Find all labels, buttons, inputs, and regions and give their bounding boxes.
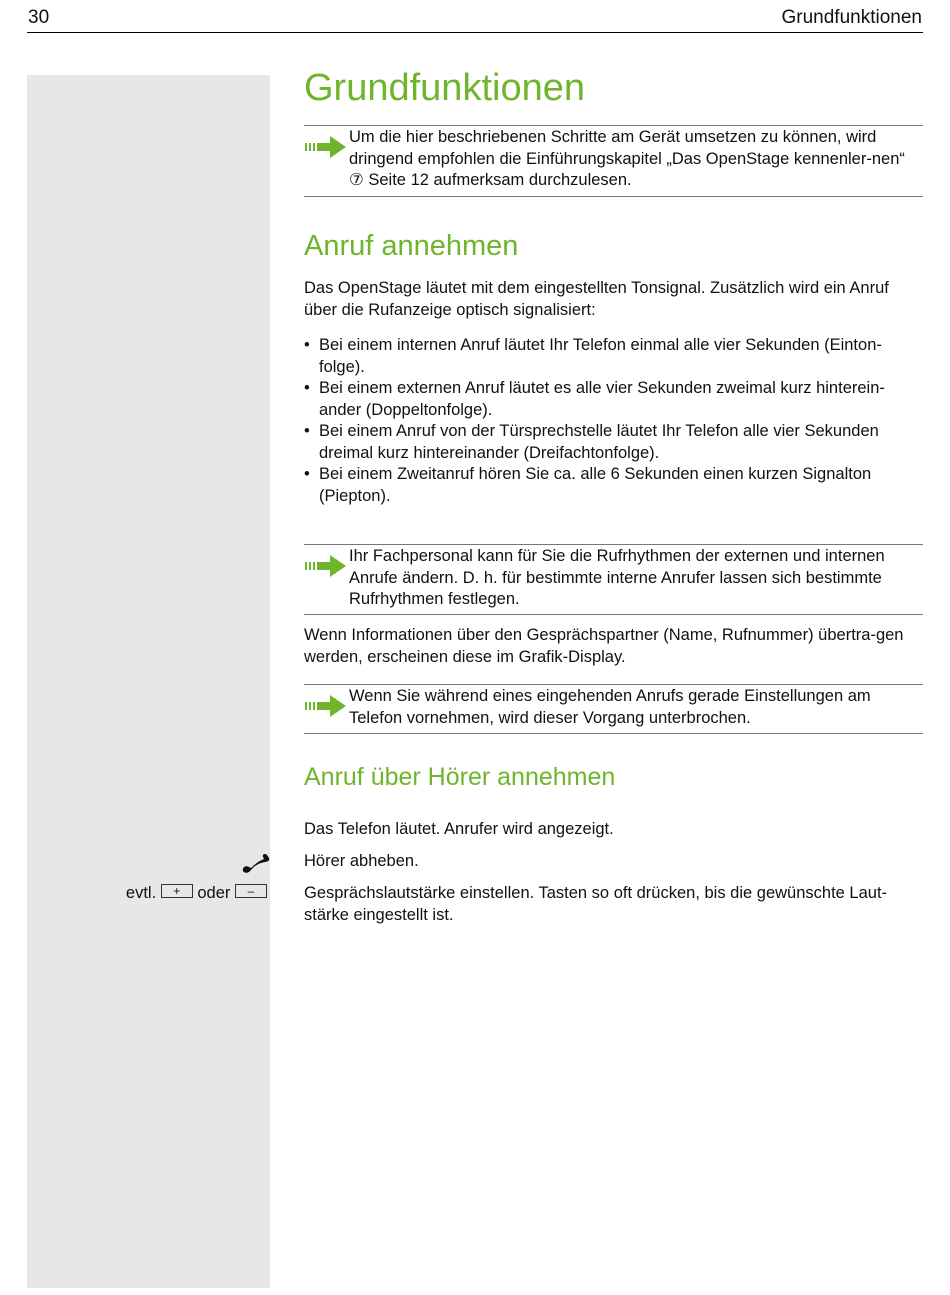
note-settings-interrupt bbox=[304, 684, 923, 734]
plus-key[interactable]: + bbox=[161, 884, 193, 898]
header-rule bbox=[27, 32, 923, 33]
sidebar-column bbox=[27, 75, 270, 1288]
note-settings-interrupt-text: Wenn Sie während eines eingehenden Anrufs gerade Einstellungen am Telefon vornehmen, wird dieser Vorgang unterbrochen. bbox=[349, 687, 871, 727]
list-item: • Bei einem externen Anruf läutet es alle vier Sekunden zweimal kurz hinterein-ander (Doppeltonfolge). bbox=[304, 378, 923, 421]
caller-info-text: Wenn Informationen über den Gesprächspartner (Name, Rufnummer) übertra-gen werden, erscheinen diese im Grafik-Display. bbox=[304, 626, 904, 666]
volume-keys-label bbox=[126, 883, 267, 905]
section-heading-handset: Anruf über Hörer annehmen bbox=[304, 763, 616, 791]
step-ringing-text: Das Telefon läutet. Anrufer wird angezeigt. bbox=[304, 820, 614, 838]
answer-intro: Das OpenStage läutet mit dem eingestellten Tonsignal. Zusätzlich wird ein Anruf über die Rufanzeige optisch signalisiert: bbox=[304, 279, 889, 319]
handset-lift-icon bbox=[240, 852, 270, 874]
note-ring-rhythm-text: Ihr Fachpersonal kann für Sie die Rufrhythmen der externen und internen Anrufe ändern. D. h. für bestimmte interne Anrufer lassen sich bestimmte Rufrhythmen festlegen. bbox=[349, 547, 885, 608]
step-volume-text: Gesprächslautstärke einstellen. Tasten so oft drücken, bis die gewünschte Laut-stärke eingestellt ist. bbox=[304, 884, 888, 924]
page-number: 30 bbox=[28, 7, 50, 28]
list-item: • Bei einem Zweitanruf hören Sie ca. alle 6 Sekunden einen kurzen Signalton (Piepton). bbox=[304, 464, 923, 507]
note-ring-rhythm bbox=[304, 544, 923, 615]
minus-key[interactable]: – bbox=[235, 884, 267, 898]
page-title: Grundfunktionen bbox=[304, 67, 585, 109]
running-title: Grundfunktionen bbox=[781, 7, 922, 28]
note-arrow-icon bbox=[305, 553, 347, 579]
note-intro-text: Um die hier beschriebenen Schritte am Gerät umsetzen zu können, wird dringend empfohlen die Einführungskapitel „Das OpenStage kennenler-nen“ ⑦ Seite 12 aufmerksam durchzulesen. bbox=[349, 128, 905, 189]
volume-prefix: evtl. bbox=[125, 884, 157, 902]
list-item: • Bei einem internen Anruf läutet Ihr Telefon einmal alle vier Sekunden (Einton-folge). bbox=[304, 335, 923, 378]
note-arrow-icon bbox=[305, 693, 347, 719]
list-item: • Bei einem Anruf von der Türsprechstelle läutet Ihr Telefon alle vier Sekunden dreimal kurz hintereinander (Dreifachtonfolge). bbox=[304, 421, 923, 464]
volume-or: oder bbox=[197, 884, 231, 902]
section-heading-answer: Anruf annehmen bbox=[304, 230, 519, 262]
ring-signal-list bbox=[304, 335, 923, 507]
step-lift-text: Hörer abheben. bbox=[304, 852, 419, 870]
note-intro bbox=[304, 125, 923, 197]
note-arrow-icon bbox=[305, 134, 347, 160]
